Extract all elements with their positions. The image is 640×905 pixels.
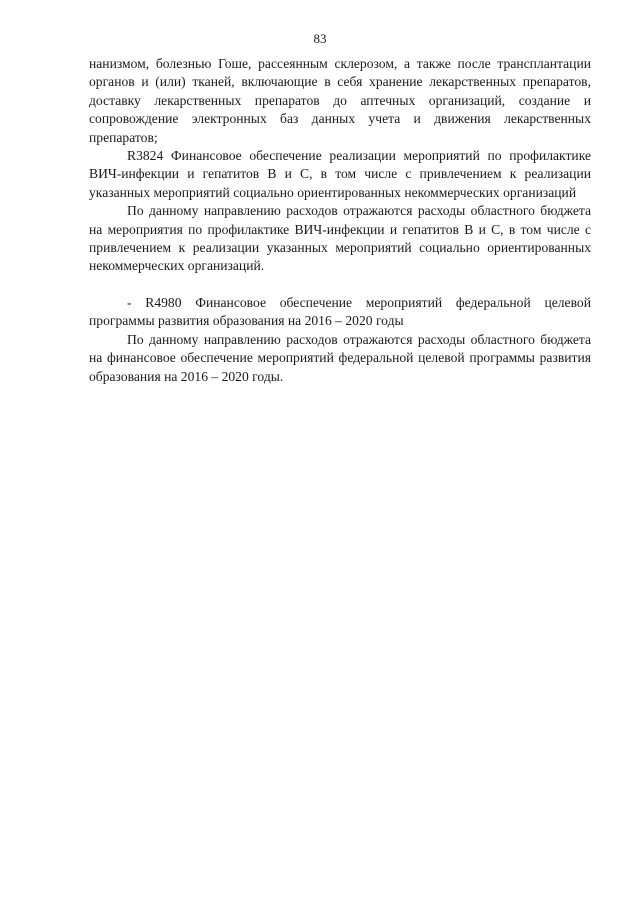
paragraph-continuation: нанизмом, болезнью Гоше, рассеянным склерозом, а также после трансплантации органов и (или) тканей, включающие в себя хранение лекарственных препаратов, доставку лекарственных препаратов до аптечных организаций, создание и сопровождение электронных баз данных учета и движения лекарственных препаратов; [89,56,591,145]
paragraph-r3824-heading: R3824 Финансовое обеспечение реализации мероприятий по профилактике ВИЧ-инфекции и гепатитов В и С, в том числе с привлечением к реализации указанных мероприятий социально ориентированных некоммерческих организаций [89,148,591,200]
paragraph-r4980-description: По данному направлению расходов отражаются расходы областного бюджета на финансовое обеспечение мероприятий федеральной целевой программы развития образования на 2016 – 2020 годы. [89,331,591,384]
document-body [89,55,591,386]
paragraph-r4980-heading: - R4980 Финансовое обеспечение мероприятий федеральной целевой программы развития образования на 2016 – 2020 годы [89,294,591,329]
page-number: 83 [313,31,327,46]
paragraph-r3824-description: По данному направлению расходов отражаются расходы областного бюджета на мероприятия по профилактике ВИЧ-инфекции и гепатитов В и С, в том числе с привлечением к реализации указанных мероприятий социально ориентированных некоммерческих организаций. [89,203,591,274]
